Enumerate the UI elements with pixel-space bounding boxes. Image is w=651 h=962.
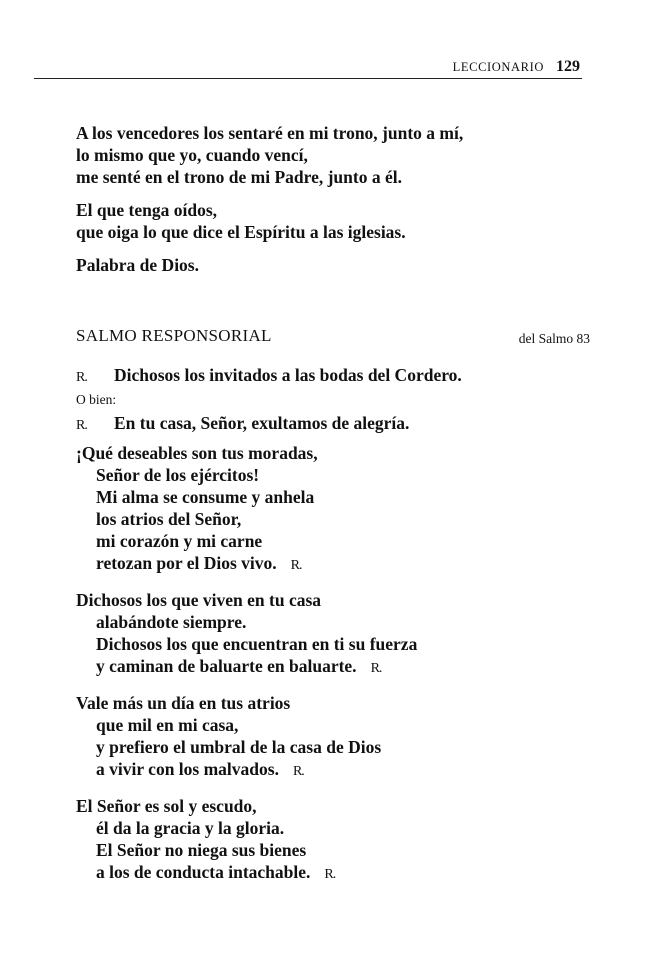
stanza-line: El Señor no niega sus bienes	[96, 840, 307, 860]
page-number: 129	[556, 58, 580, 75]
page-header	[34, 58, 582, 79]
reading-paragraph	[76, 199, 586, 243]
stanza	[76, 442, 586, 577]
response-symbol: R.	[76, 370, 87, 385]
response-2	[76, 412, 586, 437]
response-mark: R.	[324, 867, 336, 882]
stanza-line: que mil en mi casa,	[96, 715, 239, 735]
stanza	[76, 692, 586, 783]
psalm-stanzas	[76, 442, 586, 898]
reading-paragraph	[76, 122, 586, 188]
reading-line: me senté en el trono de mi Padre, junto a él.	[76, 167, 402, 187]
stanza-line: él da la gracia y la gloria.	[96, 818, 285, 838]
stanza-line-last	[76, 758, 586, 783]
reading-paragraph	[76, 254, 586, 276]
alternative-label: O bien:	[76, 392, 117, 407]
response-1	[76, 364, 586, 389]
running-title: LECCIONARIO	[452, 60, 544, 74]
stanza-line-last	[76, 655, 586, 680]
stanza-line-text: a vivir con los malvados.	[96, 759, 279, 779]
stanza-line-text: y caminan de baluarte en baluarte.	[96, 656, 357, 676]
reading-text	[76, 122, 586, 287]
stanza-line: Señor de los ejércitos!	[96, 465, 260, 485]
psalm-title: SALMO RESPONSORIAL	[76, 326, 272, 345]
stanza-line: mi corazón y mi carne	[96, 531, 263, 551]
stanza	[76, 795, 586, 886]
stanza-line-text: retozan por el Dios vivo.	[96, 553, 277, 573]
reading-conclusion: Palabra de Dios.	[76, 255, 199, 275]
header-right	[453, 58, 580, 76]
response-2-text: En tu casa, Señor, exultamos de alegría.	[114, 413, 410, 433]
stanza-line: Dichosos los que encuentran en ti su fuerza	[96, 634, 418, 654]
stanza-line: Mi alma se consume y anhela	[96, 487, 315, 507]
stanza-line-last	[76, 861, 586, 886]
reading-line: lo mismo que yo, cuando vencí,	[76, 145, 308, 165]
stanza-line: ¡Qué deseables son tus moradas,	[76, 443, 318, 463]
stanza-line: los atrios del Señor,	[96, 509, 242, 529]
reading-line: que oiga lo que dice el Espíritu a las iglesias.	[76, 222, 406, 242]
response-mark: R.	[370, 661, 382, 676]
stanza-line: y prefiero el umbral de la casa de Dios	[96, 737, 382, 757]
stanza-line-last	[76, 552, 586, 577]
response-mark: R.	[292, 764, 304, 779]
psalm-reference: del Salmo 83	[518, 331, 590, 346]
psalm-responses	[76, 364, 586, 437]
stanza-line: El Señor es sol y escudo,	[76, 796, 257, 816]
stanza-line-text: a los de conducta intachable.	[96, 862, 311, 882]
stanza-line: alabándote siempre.	[96, 612, 247, 632]
psalm-header	[76, 326, 590, 346]
reading-line: A los vencedores los sentaré en mi trono, junto a mí,	[76, 123, 464, 143]
stanza-line: Vale más un día en tus atrios	[76, 693, 291, 713]
reading-line: El que tenga oídos,	[76, 200, 217, 220]
response-symbol: R.	[76, 418, 87, 433]
stanza	[76, 589, 586, 680]
response-mark: R.	[290, 558, 302, 573]
stanza-line: Dichosos los que viven en tu casa	[76, 590, 322, 610]
response-1-text: Dichosos los invitados a las bodas del Cordero.	[114, 365, 462, 385]
